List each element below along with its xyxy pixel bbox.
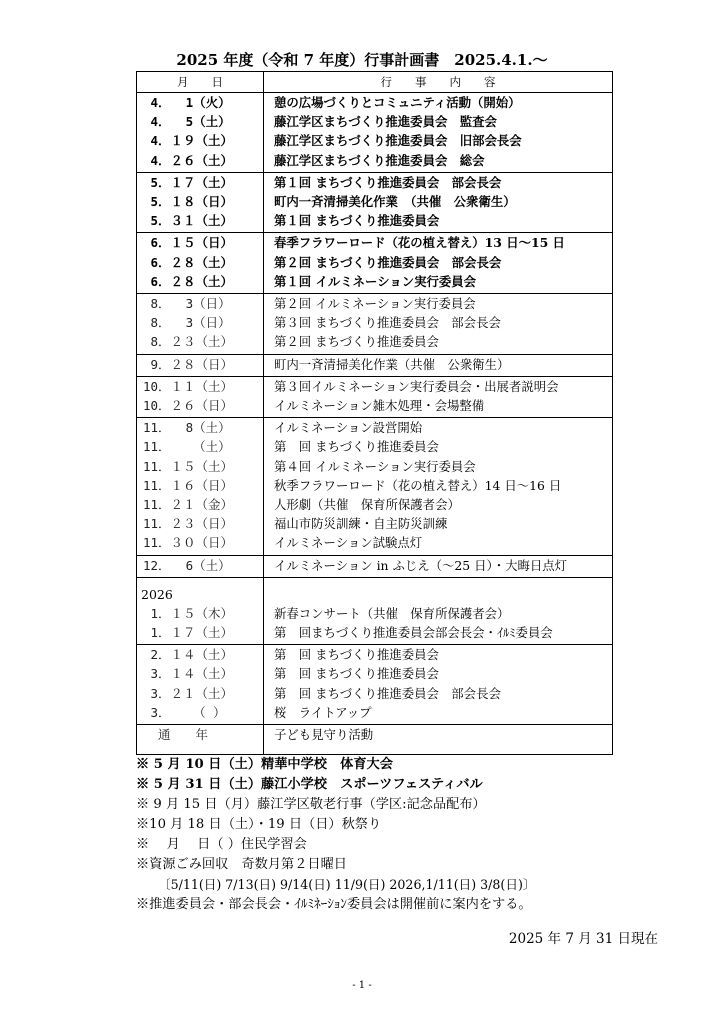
- schedule-table: [136, 71, 613, 755]
- row-event: 第 回まちづくり推進委員会部会長会・ｲﾙﾐ委員会: [274, 625, 553, 640]
- row-date: 11．１６（日）: [143, 477, 234, 493]
- row-date: 8． 3（日）: [143, 296, 231, 311]
- row-event: 憩の広場づくりとコミュニティ活動（開始）: [274, 95, 521, 110]
- row-date: 3．１４（土）: [143, 666, 234, 682]
- row-date: 4． 5（土）: [143, 114, 231, 130]
- row-event: 第２回 まちづくり推進委員会 部会長会: [274, 254, 502, 270]
- table-row: [137, 211, 612, 230]
- row-event: 藤江学区まちづくり推進委員会 旧部会長会: [274, 133, 522, 149]
- page-number: - 1 -: [352, 980, 372, 991]
- row-date: 8． 3（日）: [143, 315, 231, 331]
- row-date: 8．２３（土）: [143, 334, 234, 350]
- table-row: [137, 173, 612, 192]
- row-date: 通 年: [143, 727, 209, 742]
- row-date: 11．１５（土）: [143, 458, 234, 474]
- row-date: 9．２８（日）: [143, 356, 234, 372]
- row-date: 1．１７（土）: [143, 625, 234, 640]
- row-event: 第 回 まちづくり推進委員会: [274, 647, 439, 663]
- table-row: [137, 272, 612, 291]
- row-date: 11． 8（土）: [143, 420, 231, 436]
- row-event: イルミネーション in ふじえ（～25 日）・大晦日点灯: [274, 557, 568, 573]
- row-event: 藤江学区まちづくり推進委員会 監査会: [274, 114, 497, 130]
- table-row: [137, 294, 612, 313]
- table-row: [137, 355, 612, 374]
- table-row: [137, 437, 612, 456]
- row-date: 10．２６（日）: [143, 398, 234, 413]
- row-date: 11．３０（日）: [143, 535, 234, 551]
- row-event: 新春コンサート（共催 保育所保護者会）: [274, 605, 510, 621]
- year-2026-label: 2026: [141, 586, 173, 602]
- row-date: 10．１１（土）: [143, 378, 234, 394]
- row-event: 第 回 まちづくり推進委員会 部会長会: [274, 685, 501, 701]
- table-row: [137, 332, 612, 351]
- row-date: 11．２１（金）: [143, 497, 234, 512]
- table-row: [137, 664, 612, 683]
- row-event: 第１回 まちづくり推進委員会 部会長会: [274, 174, 502, 190]
- row-event: 福山市防災訓練・自主防災訓練: [274, 516, 448, 532]
- row-event: 第３回 まちづくり推進委員会 部会長会: [274, 315, 501, 331]
- note-line: ※ 5 月 10 日（土）精華中学校 体育大会: [136, 757, 393, 772]
- note-line: ※推進委員会・部会長会・ｲﾙﾐﾈｰｼｮﾝ委員会は開催前に案内をする。: [136, 897, 532, 912]
- header-date: 月 日: [177, 75, 223, 89]
- row-date: 1．１５（木）: [143, 605, 234, 621]
- table-row: [137, 131, 612, 150]
- note-line: ※資源ごみ回収 奇数月第２日曜日: [136, 857, 347, 872]
- row-date: 2．１４（土）: [143, 647, 234, 663]
- row-date: 4．１９（土）: [143, 133, 234, 149]
- table-row: [137, 192, 612, 211]
- row-date: 4． 1（火）: [143, 95, 231, 110]
- row-date: 3．２１（土）: [143, 685, 234, 701]
- note-line: ※10 月 18 日（土）・19 日（日）秋祭り: [136, 817, 382, 832]
- row-date: 5．３１（土）: [143, 213, 234, 229]
- row-date: 3． （ ）: [143, 704, 226, 720]
- table-row: [137, 514, 612, 533]
- row-event: 第１回 イルミネーション実行委員会: [274, 273, 477, 289]
- table-row: [137, 112, 612, 131]
- table-row: [137, 604, 612, 623]
- note-line: ※ 9 月 15 日（月）藤江学区敬老行事（学区:記念品配布）: [136, 797, 486, 812]
- table-row: [137, 396, 612, 415]
- row-event: 第 回 まちづくり推進委員会: [274, 666, 439, 682]
- table-row: [137, 418, 612, 437]
- table-row: [137, 233, 612, 252]
- row-event: 桜 ライトアップ: [274, 704, 372, 720]
- table-row: [137, 377, 612, 396]
- table-row: [137, 556, 612, 575]
- table-row: [137, 476, 612, 495]
- table-row: [137, 703, 612, 722]
- table-row: [137, 93, 612, 112]
- row-event: 町内一斉清掃美化作業 （共催 公衆衛生）: [274, 194, 516, 209]
- row-date: 4．２６（土）: [143, 152, 234, 168]
- row-date: 6．１５（日）: [143, 235, 234, 251]
- table-row: [137, 725, 612, 744]
- header-event: 行 事 内 容: [380, 75, 496, 89]
- table-row: [137, 253, 612, 272]
- group-divider: [137, 577, 612, 578]
- table-row: [137, 533, 612, 552]
- row-event: 秋季フラワーロード（花の植え替え）14 日～16 日: [274, 477, 562, 493]
- table-row: [137, 457, 612, 476]
- row-event: 藤江学区まちづくり推進委員会 総会: [274, 152, 485, 168]
- row-event: イルミネーション試験点灯: [274, 535, 423, 551]
- document-title: 2025 年度（令和 7 年度）行事計画書 2025.4.1.～: [176, 51, 548, 69]
- row-event: イルミネーション雑木処理・会場整備: [274, 398, 485, 413]
- row-event: 第４回 イルミネーション実行委員会: [274, 458, 476, 474]
- row-event: 子ども見守り活動: [274, 727, 374, 742]
- row-event: 町内一斉清掃美化作業（共催 公衆衛生）: [274, 356, 510, 372]
- row-date: 11． （土）: [143, 439, 231, 455]
- row-event: 春季フラワーロード（花の植え替え）13 日～15 日: [274, 235, 565, 251]
- table-row: [137, 313, 612, 332]
- note-line: 〔5/11(日) 7/13(日) 9/14(日) 11/9(日) 2026,1/11(日) 3/8(日)〕: [158, 877, 536, 892]
- row-event: 人形劇（共催 保育所保護者会）: [274, 497, 460, 512]
- table-row: [137, 495, 612, 514]
- table-row: [137, 684, 612, 703]
- notes-section: [136, 755, 696, 915]
- table-row: [137, 623, 612, 642]
- row-date: 11．２３（日）: [143, 516, 234, 532]
- table-row: [137, 151, 612, 170]
- note-line: ※ 月 日（ ）住民学習会: [136, 837, 307, 852]
- row-event: 第２回 まちづくり推進委員会: [274, 334, 439, 350]
- row-date: 6．２８（土）: [143, 273, 234, 289]
- row-date: 5．１７（土）: [143, 174, 234, 190]
- row-event: 第２回 イルミネーション実行委員会: [274, 296, 476, 311]
- row-event: 第３回イルミネーション実行委員会・出展者説明会: [274, 378, 559, 394]
- row-date: 12． 6（土）: [143, 557, 231, 573]
- row-event: 第 回 まちづくり推進委員会: [274, 439, 439, 455]
- table-row: [137, 645, 612, 664]
- note-line: ※ 5 月 31 日（土）藤江小学校 スポーツフェスティバル: [136, 777, 483, 792]
- row-event: 第１回 まちづくり推進委員会: [274, 213, 440, 229]
- row-date: 6．２８（土）: [143, 254, 234, 270]
- as-of-date: 2025 年 7 月 31 日現在: [508, 931, 658, 947]
- row-date: 5．１８（日）: [143, 194, 234, 209]
- row-event: イルミネーション設営開始: [274, 420, 423, 436]
